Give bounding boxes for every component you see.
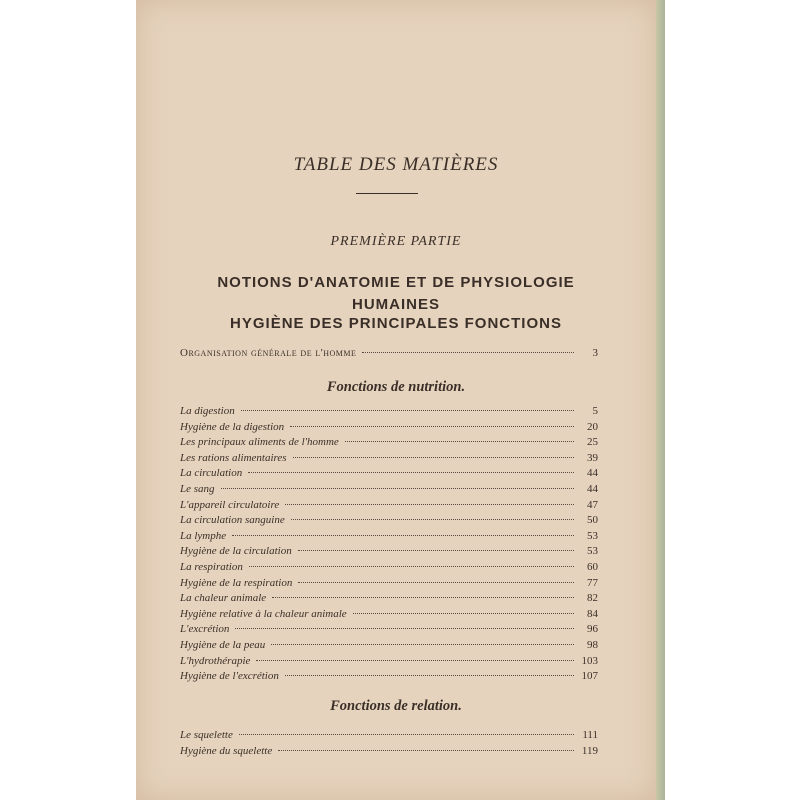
toc-entry-page: 84 [587,607,598,620]
toc-entry [180,421,598,436]
dot-leader [285,675,574,676]
toc-entry-label: L'hydrothérapie [180,654,251,667]
toc-entry-page: 44 [587,467,598,480]
heading-line-1: NOTIONS D'ANATOMIE ET DE PHYSIOLOGIE [217,274,575,291]
toc-entry [180,530,598,545]
toc-entry-label: Hygiène de la digestion [180,420,285,433]
toc-entry-label: Les principaux aliments de l'homme [180,436,339,449]
toc-entry-label: Hygiène de la circulation [180,545,292,558]
toc-entry-page: 96 [587,623,598,636]
page-edge [656,0,665,800]
dot-leader [235,628,574,629]
dot-leader [291,519,574,520]
toc-entry-label: Hygiène relative à la chaleur animale [180,607,347,620]
toc-entry-label: La circulation [180,467,243,480]
toc-entry-label: La lymphe [180,529,227,542]
toc-entry-page: 53 [587,545,598,558]
toc-entry [180,729,598,744]
toc-entry-page: 119 [581,745,598,757]
section-title-nutrition: Fonctions de nutrition. [326,379,466,395]
toc-entry [180,561,598,576]
page-title: TABLE DES MATIÈRES [293,154,499,175]
toc-entry-page: 25 [587,436,598,449]
dot-leader [249,566,574,567]
toc-entry-label: L'appareil circulatoire [180,498,280,511]
dot-leader [298,582,574,583]
toc-entry-page: 53 [587,529,598,542]
toc-entry [180,483,598,498]
toc-entry [180,452,598,467]
toc-entry-label: Organisation générale de l'homme [180,347,357,359]
dot-leader [239,734,574,735]
toc-entry [180,623,598,638]
toc-entry-page: 5 [592,405,598,417]
toc-entry-page: 111 [582,729,598,741]
toc-entry [180,405,598,420]
dot-leader [298,550,574,551]
dot-leader [285,504,574,505]
toc-entry-label: Le sang [180,483,215,495]
dot-leader [362,352,574,353]
toc-entry-label: Les rations alimentaires [180,451,287,464]
toc-entry-intro [180,347,598,362]
dot-leader [221,488,574,489]
dot-leader [256,660,574,661]
section-title-relation: Fonctions de relation. [330,698,462,714]
toc-entry [180,655,598,670]
dot-leader [232,535,574,536]
toc-entry-label: Hygiène de l'excrétion [180,670,279,683]
toc-entry-page: 107 [581,670,598,683]
dot-leader [293,457,574,458]
book-page [136,0,656,800]
title-divider [356,193,418,194]
dot-leader [248,472,574,473]
heading-line-2: HUMAINES [351,296,440,313]
toc-entry-page: 60 [587,561,598,573]
toc-entry-page: 44 [587,483,598,495]
dot-leader [290,426,574,427]
dot-leader [241,410,574,411]
dot-leader [271,644,574,645]
toc-entry-label: Hygiène de la peau [180,639,266,651]
toc-entry-page: 82 [587,592,598,605]
toc-entry-label: La respiration [180,561,243,573]
toc-entry-label: La circulation sanguine [180,514,285,527]
dot-leader [353,613,574,614]
toc-entry [180,436,598,451]
toc-entry-page: 77 [587,576,598,589]
toc-entry-page: 20 [587,420,598,433]
toc-entry-label: Le squelette [180,729,233,741]
toc-entry [180,639,598,654]
toc-entry [180,545,598,560]
toc-entry-page: 47 [587,498,598,511]
toc-entry-label: La digestion [180,405,235,417]
toc-entry-page: 39 [587,451,598,464]
heading-line-3: HYGIÈNE DES PRINCIPALES FONCTIONS [230,315,562,332]
toc-entry [180,499,598,514]
toc-entry-page: 50 [587,514,598,527]
toc-entry [180,670,598,685]
part-label: PREMIÈRE PARTIE [330,234,462,249]
toc-entry-label: Hygiène du squelette [180,745,273,757]
toc-entry [180,608,598,623]
toc-entry [180,745,598,760]
toc-entry [180,592,598,607]
toc-entry [180,514,598,529]
toc-entry [180,577,598,592]
toc-entry-label: La chaleur animale [180,592,267,605]
toc-entry-label: L'excrétion [180,623,230,636]
toc-entry-page: 98 [587,639,598,651]
dot-leader [278,750,574,751]
dot-leader [345,441,574,442]
toc-entry-page: 103 [581,654,598,667]
toc-entry-label: Hygiène de la respiration [180,576,293,589]
toc-entry [180,467,598,482]
dot-leader [272,597,574,598]
toc-entry-page: 3 [592,347,598,359]
